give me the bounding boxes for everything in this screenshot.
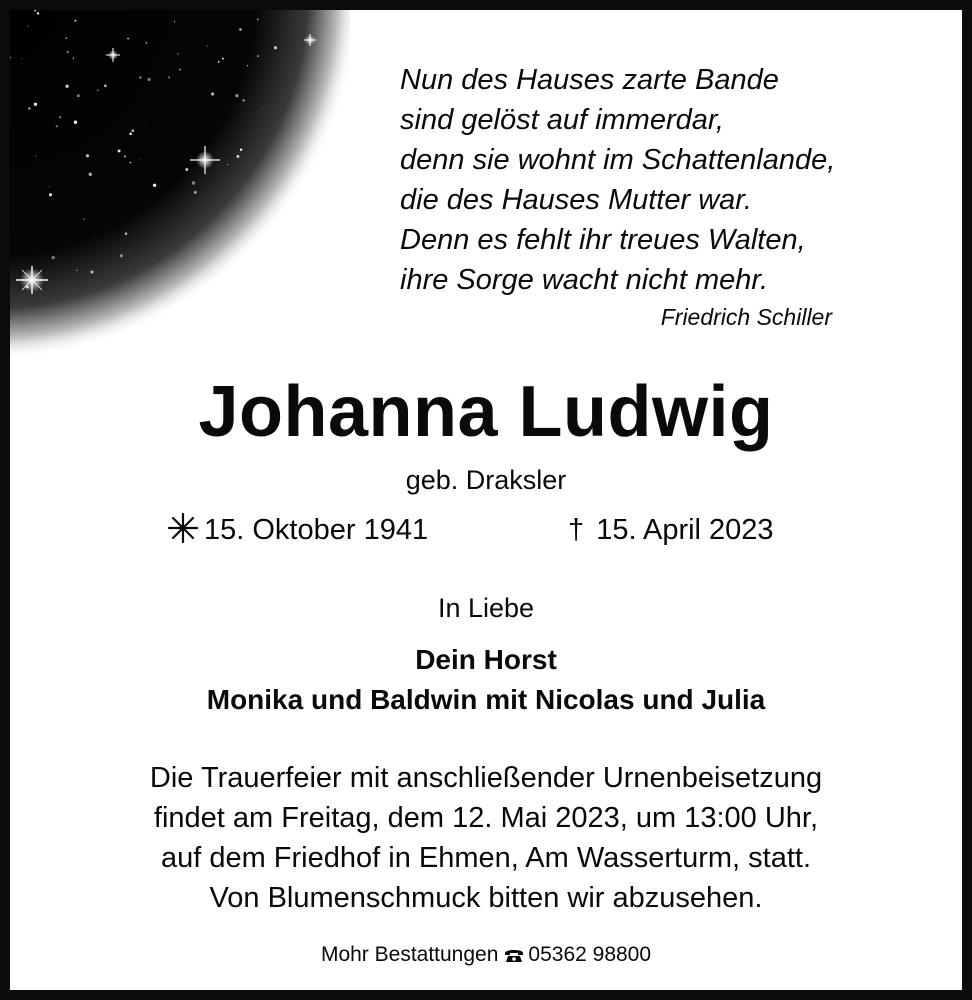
service-line: findet am Freitag, dem 12. Mai 2023, um 13:00 Uhr, — [153, 802, 819, 834]
star-dot — [131, 129, 134, 132]
telephone-icon — [504, 947, 524, 963]
star-dot — [73, 57, 74, 58]
poem-author: Friedrich Schiller — [660, 304, 832, 330]
star-dot — [76, 270, 78, 272]
mourner-line: Dein Horst — [415, 644, 557, 675]
star-dot — [124, 155, 126, 157]
star-dot — [211, 92, 214, 95]
star-dot — [34, 103, 37, 106]
star-dot — [35, 156, 36, 157]
star-dot — [22, 58, 23, 59]
star-dot — [67, 51, 69, 53]
star-dot — [49, 193, 52, 196]
star-dot — [52, 256, 55, 259]
deceased-name: Johanna Ludwig — [198, 372, 774, 452]
star-dot — [74, 20, 76, 22]
undertaker-phone: 05362 98800 — [528, 943, 652, 966]
poem — [400, 60, 920, 332]
star-dot — [129, 162, 131, 164]
poem-line: Nun des Hauses zarte Bande — [400, 64, 779, 96]
star-dot — [222, 58, 224, 60]
star-dot — [207, 46, 208, 47]
starry-sky-image — [10, 10, 350, 380]
star-dot — [243, 99, 245, 101]
star-dot — [28, 25, 29, 26]
star-dot — [194, 191, 197, 194]
service-line: Die Trauerfeier mit anschließender Urnenbeisetzung — [149, 762, 823, 794]
death-date-group — [568, 510, 774, 550]
star-dot — [179, 69, 181, 71]
star-dot — [104, 84, 107, 87]
mourners — [10, 640, 962, 720]
closing-phrase: In Liebe — [437, 593, 535, 623]
star-dot — [174, 21, 175, 22]
star-dot — [28, 107, 30, 109]
birth-date-group — [168, 510, 428, 550]
star-dot — [77, 94, 80, 97]
star-dot — [139, 76, 141, 78]
poem-line: ihre Sorge wacht nicht mehr. — [400, 264, 769, 296]
star-dot — [146, 42, 147, 43]
service-line: Von Blumenschmuck bitten wir abzusehen. — [209, 882, 763, 914]
star-dot — [192, 181, 195, 184]
star-dot — [236, 155, 239, 158]
life-dates — [10, 510, 962, 550]
star-dot — [59, 116, 61, 118]
poem-line: die des Hauses Mutter war. — [400, 184, 752, 216]
star-dot — [90, 270, 93, 273]
maiden-name: geb. Draksler — [405, 465, 567, 495]
star-dot — [74, 121, 77, 124]
star-dot — [168, 76, 170, 78]
undertaker-name: Mohr Bestattungen — [320, 943, 499, 966]
star-dot — [146, 123, 147, 124]
service-line: auf dem Friedhof in Ehmen, Am Wasserturm, statt. — [160, 842, 812, 874]
star-dot — [120, 254, 123, 257]
star-dot — [177, 53, 178, 54]
star-dot — [65, 85, 68, 88]
star-dot — [118, 149, 121, 152]
star-dot — [247, 65, 248, 66]
star-dot — [227, 164, 228, 165]
star-dot — [86, 154, 89, 157]
death-date: 15. April 2023 — [596, 514, 774, 546]
star-dot — [141, 159, 142, 160]
star-dot — [235, 94, 238, 97]
star-dot — [37, 12, 39, 14]
star-dot — [274, 46, 277, 49]
star-dot — [83, 218, 84, 219]
funeral-service-info — [10, 758, 962, 918]
poem-line: Denn es fehlt ihr treues Walten, — [400, 224, 806, 256]
star-dot — [239, 28, 242, 31]
undertaker — [10, 940, 962, 970]
star-dot — [257, 19, 259, 21]
star-dot — [240, 149, 242, 151]
star-dot — [218, 61, 220, 63]
star-dot — [185, 168, 188, 171]
star-dot — [97, 90, 98, 91]
star-icon — [168, 513, 198, 543]
star-dot — [129, 133, 132, 136]
mourner-line: Monika und Baldwin mit Nicolas und Julia — [206, 684, 766, 715]
star-dot — [89, 173, 92, 176]
star-dot — [148, 78, 151, 81]
birth-date: 15. Oktober 1941 — [204, 514, 429, 546]
star-dot — [56, 125, 58, 127]
cross-icon: † — [568, 514, 585, 546]
poem-line: denn sie wohnt im Schattenlande, — [400, 144, 836, 176]
star-dot — [153, 184, 156, 187]
star-dot — [261, 109, 262, 110]
poem-line: sind gelöst auf immerdar, — [400, 104, 724, 136]
star-dot — [125, 232, 128, 235]
star-dot — [257, 55, 259, 57]
star-dot — [66, 37, 68, 39]
star-dot — [49, 186, 50, 187]
star-dot — [127, 38, 129, 40]
